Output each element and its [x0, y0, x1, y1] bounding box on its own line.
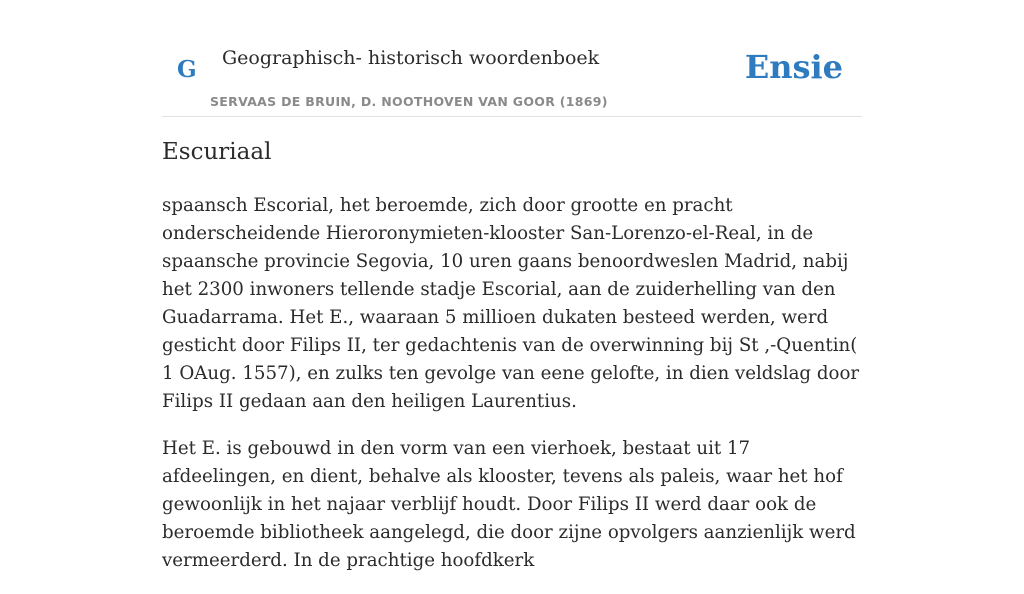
- entry-title: Escuriaal: [162, 139, 272, 165]
- book-byline: SERVAAS DE BRUIN, D. NOOTHOVEN VAN GOOR (1869): [210, 94, 608, 109]
- entry-body: [162, 192, 864, 594]
- book-header: [162, 30, 862, 117]
- entry-paragraph: Het E. is gebouwd in den vorm van een vierhoek, bestaat uit 17 afdeelingen, en dient, behalve als klooster, tevens als paleis, waar het hof gewoonlijk in het najaar verblijf houdt. Door Filips II werd daar ook de beroemde bibliotheek aangelegd, die door zijne opvolgers aanzienlijk werd vermeerderd. In de prachtige hoofdkerk: [162, 438, 856, 571]
- book-logo-icon[interactable]: G: [177, 56, 197, 83]
- entry-paragraph: spaansch Escorial, het beroemde, zich door grootte en pracht onderscheidende Hieroronymieten-klooster San-Lorenzo-el-Real, in de spaansche provincie Segovia, 10 uren gaans benoordweslen Madrid, nabij het 2300 inwoners tellende stadje Escorial, aan de zuiderhelling van den Guadarrama. Het E., waaraan 5 millioen dukaten besteed werden, werd gesticht door Filips II, ter gedachtenis van de overwinning bij St ,-Quentin( 1 OAug. 1557), en zulks ten gevolge van eene gelofte, in dien veldslag door Filips II gedaan aan den heiligen Laurentius.: [162, 195, 860, 412]
- book-title[interactable]: Geographisch- historisch woordenboek: [222, 47, 600, 69]
- ensie-logo-link[interactable]: Ensie: [744, 48, 843, 86]
